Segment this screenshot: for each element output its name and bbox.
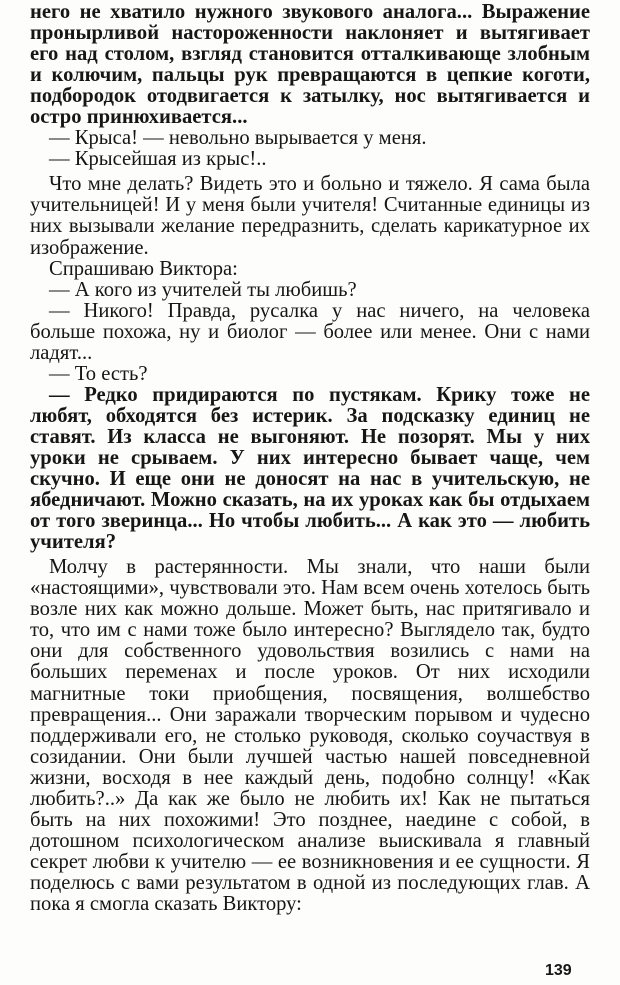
dialogue-line: — Крысейшая из крыс!.. xyxy=(49,148,267,171)
paragraph: Что мне делать? Видеть это и больно и тяжело. Я сама была учительницей! И у меня были учителя! Считанные единицы из них вызывали желание передразнить, сделать карикатурное их изображение. xyxy=(30,173,590,259)
paragraph-continuation: него не хватило нужного звукового аналога... Выражение пронырливой настороженности наклоняет и вытягивает его над столом, взгляд становится отталкивающе злобным и колючим, пальцы рук превращаются в цепкие коготи, подбородок отодвигается к затылку, нос вытягивается и остро принюхивается... xyxy=(30,1,590,129)
dialogue-line: — Редко придираются по пустякам. Крику тоже не любят, обходятся без истерик. За подсказку единиц не ставят. Из класса не выгоняют. Не позорят. Мы у них уроки не срываем. У них интересно бывает чаще, чем скучно. И еще они не доносят на нас в учительскую, не ябедничают. Можно сказать, на их уроках как бы отдыхаем от того зверинца... Но чтобы любить... А как это — любить учителя? xyxy=(30,383,590,554)
dialogue-line: — Никого! Правда, русалка у нас ничего, на человека больше похожа, ну и биолог — более или менее. Они с нами ладят... xyxy=(30,299,590,364)
dialogue-line: — Крыса! — невольно вырывается у меня. xyxy=(49,127,427,150)
dialogue-line: — А кого из учителей ты любишь? xyxy=(49,278,357,301)
page-text xyxy=(30,2,590,915)
page-number: 139 xyxy=(545,962,572,979)
paragraph: Спрашиваю Виктора: xyxy=(49,257,238,280)
dialogue-line: — То есть? xyxy=(49,362,148,385)
paragraph: Молчу в растерянности. Мы знали, что наши были «настоящими», чувствовали это. Нам всем очень хотелось быть возле них как можно дольше. Может быть, нас притягивало и то, что им с нами тоже было интересно? Выглядело так, будто они для собственного удовольствия возились с нами на больших переменах и после уроков. От них исходили магнитные токи приобщения, посвящения, волшебство превращения... Они заражали творческим порывом и чудесно поддерживали его, не столько руководя, сколько соучаствуя в созидании. Они были лучшей частью нашей повседневной жизни, восходя в нее каждый день, подобно солнцу! «Как любить?..» Да как же было не любить их! Как не пытаться быть на них похожими! Это позднее, наедине с собой, в дотошном психологическом анализе выискивала я главный секрет любви к учителю — ее возникновения и ее сущности. Я поделюсь с вами результатом в одной из последующих глав. А пока я смогла сказать Виктору: xyxy=(30,556,590,915)
